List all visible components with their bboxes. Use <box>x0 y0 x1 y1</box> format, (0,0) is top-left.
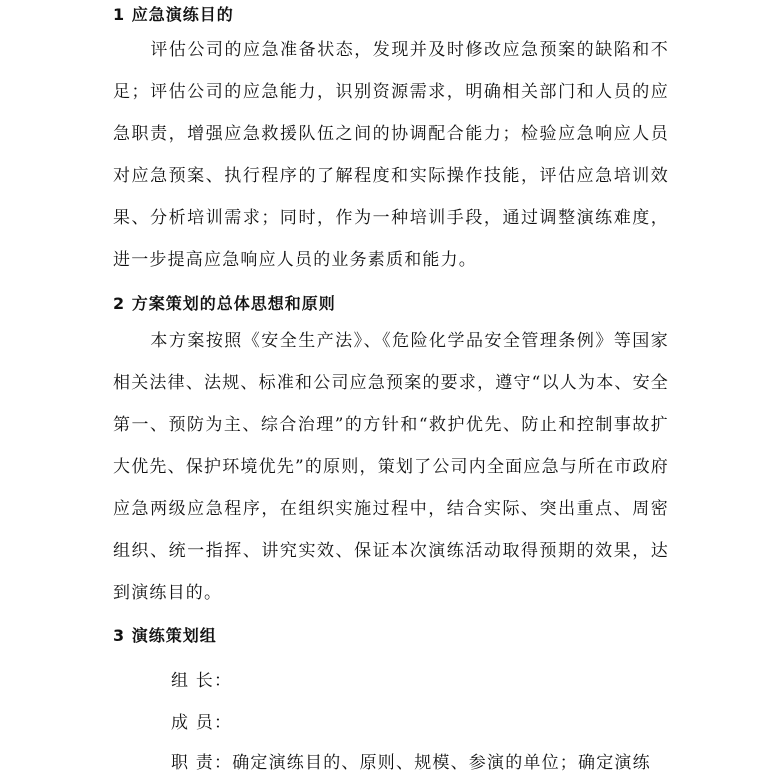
section-2-heading: 2 方案策划的总体思想和原则 <box>113 294 336 313</box>
members-line: 成 员： <box>171 713 233 733</box>
group-leader-line: 组 长： <box>171 671 233 691</box>
section-1-paragraph: 评估公司的应急准备状态，发现并及时修改应急预案的缺陷和不足；评估公司的应急能力，识别资源需求，明确相关部门和人员的应急职责，增强应急救援队伍之间的协调配合能力；检验应急响应人员对应急预案、执行程序的了解程度和实际操作技能，评估应急培训效果、分析培训需求；同时，作为一种培训手段，通过调整演练难度，进一步提高应急响应人员的业务素质和能力。 <box>113 40 669 270</box>
section-1-heading: 1 应急演练目的 <box>113 5 234 24</box>
section-3-heading: 3 演练策划组 <box>113 626 217 645</box>
section-2-paragraph: 本方案按照《安全生产法》、《危险化学品安全管理条例》等国家相关法律、法规、标准和公司应急预案的要求，遵守“以人为本、安全第一、预防为主、综合治理”的方针和“救护优先、防止和控制事故扩大优先、保护环境优先”的原则，策划了公司内全面应急与所在市政府应急两级应急程序，在组织实施过程中，结合实际、突出重点、周密组织、统一指挥、讲究实效、保证本次演练活动取得预期的效果，达到演练目的。 <box>113 331 669 603</box>
duties-line: 职 责：确定演练目的、原则、规模、参演的单位；确定演练 <box>171 753 651 773</box>
